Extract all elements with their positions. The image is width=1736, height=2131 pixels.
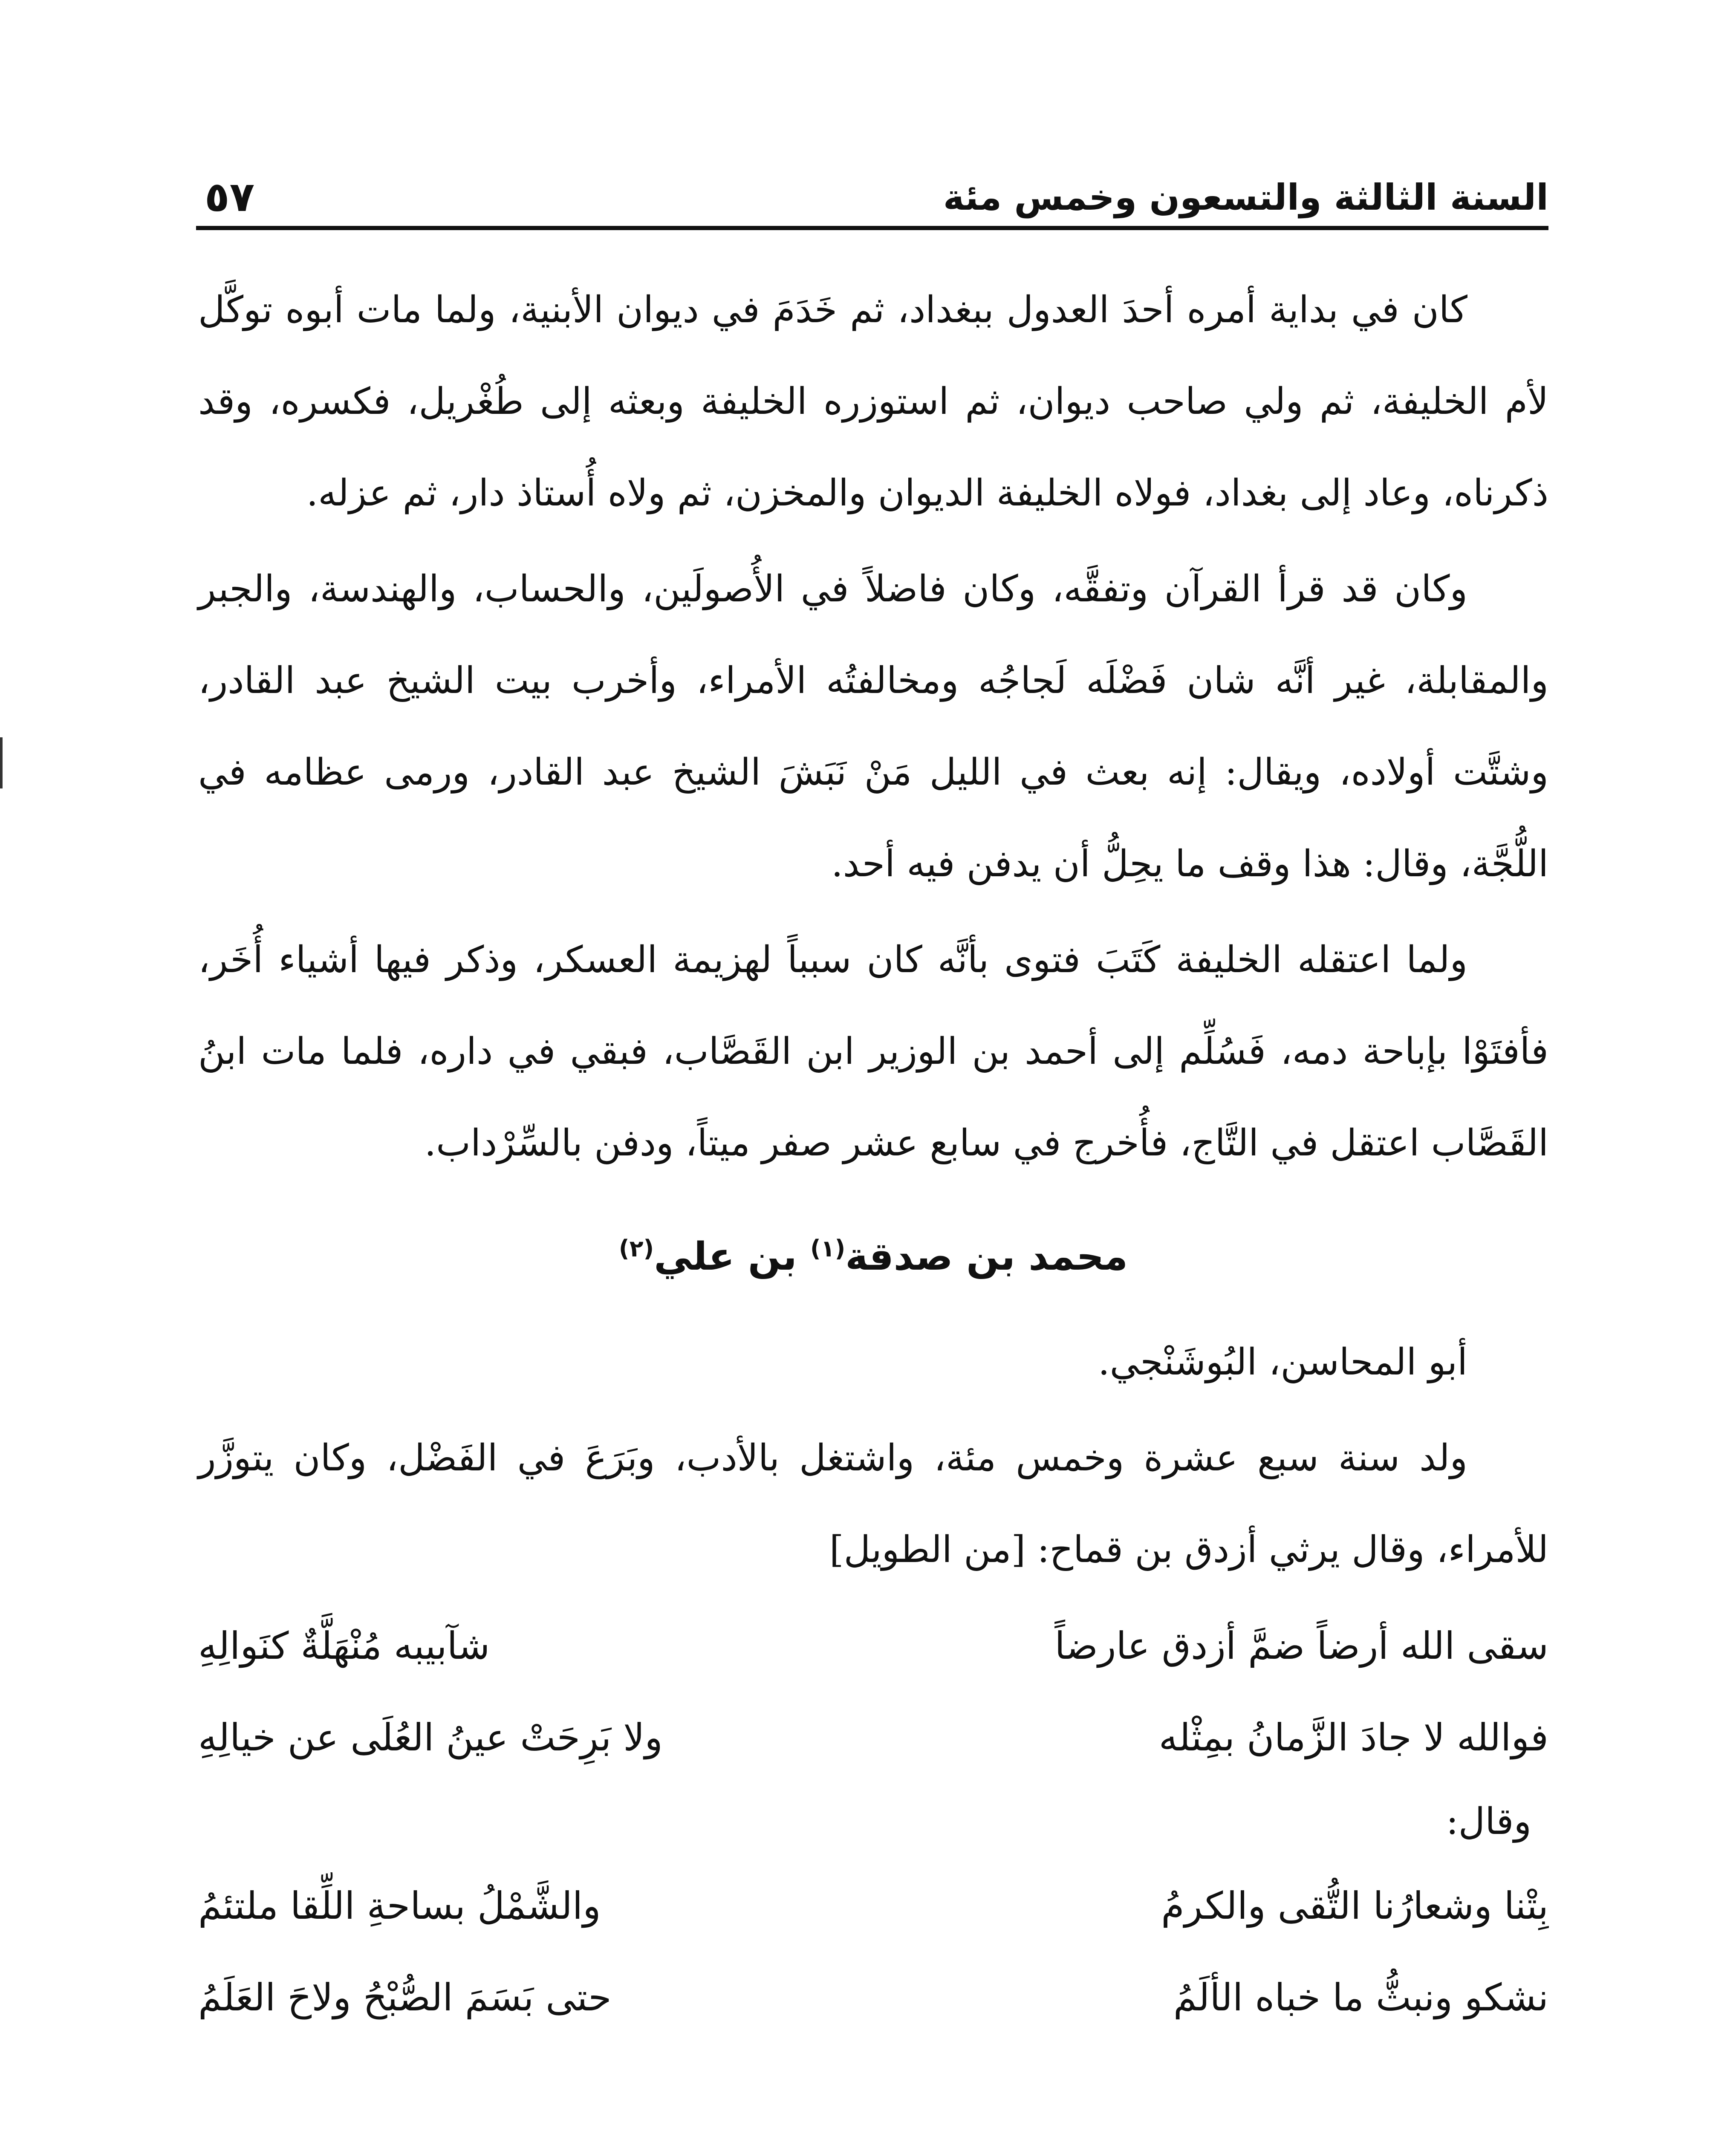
hemistich-first: بِتْنا وشعارُنا التُّقى والكرمُ <box>1161 1884 1548 1928</box>
hemistich-first: فوالله لا جادَ الزَّمانُ بمِثْله <box>1158 1715 1548 1759</box>
verse-row <box>198 1692 1548 1783</box>
title-name: محمد بن صدقة <box>845 1234 1128 1279</box>
hemistich-second: حتى بَسَمَ الصُّبْحُ ولاحَ العَلَمُ <box>198 1975 612 2019</box>
paragraph-learning: وكان قد قرأ القرآن وتفقَّه، وكان فاضلاً في الأُصولَين، والحساب، والهندسة، والجبر والمقابلة، غير أنَّه شان فَضْلَه لَجاجُه ومخالفتُه الأمراء، وأخرب بيت الشيخ عبد القادر، وشتَّت أولاده، ويقال: إنه بعث في الليل مَنْ نَبَشَ الشيخ عبد القادر، ورمى عظامه في اللُّجَّة، وقال: هذا وقف ما يحِلُّ أن يدفن فيه أحد. <box>198 568 1548 885</box>
kunya-line: أبو المحاسن، البُوشَنْجي. <box>1098 1341 1467 1383</box>
footnote-ref-2[interactable]: (٢) <box>618 1235 654 1262</box>
main-text <box>198 264 1548 2043</box>
poem-2 <box>198 1860 1548 2043</box>
page-header <box>196 158 1548 230</box>
biography-title <box>198 1206 1548 1299</box>
paragraph-biography: ولد سنة سبع عشرة وخمس مئة، واشتغل بالأدب، وبَرَعَ في الفَضْل، وكان يتوزَّر للأمراء، وقال يرثي أزدق بن قماح: [من الطويل] <box>198 1437 1548 1571</box>
paragraph-career: كان في بداية أمره أحدَ العدول ببغداد، ثم خَدَمَ في ديوان الأبنية، ولما مات أبوه توكَّل لأم الخليفة، ثم ولي صاحب ديوان، ثم استوزره الخليفة وبعثه إلى طُغْريل، فكسره، وقد ذكرناه، وعاد إلى بغداد، فولاه الخليفة الديوان والمخزن، ثم ولاه أُستاذ دار، ثم عزله. <box>198 289 1548 514</box>
hemistich-second: ولا بَرِحَتْ عينُ العُلَى عن خيالِهِ <box>198 1715 663 1759</box>
verse-row <box>198 1952 1548 2043</box>
verse-row <box>198 1600 1548 1692</box>
poem-1 <box>198 1600 1548 1783</box>
said-label: وقال: <box>1446 1800 1531 1843</box>
page-number: ٥٧ <box>205 173 255 221</box>
header-divider <box>196 226 1548 230</box>
verse-row <box>198 1860 1548 1952</box>
hemistich-first: سقى الله أرضاً ضمَّ أزدق عارضاً <box>1054 1624 1548 1668</box>
hemistich-second: والشَّمْلُ بساحةِ اللِّقا ملتئمُ <box>198 1884 601 1928</box>
hemistich-second: شآبيبه مُنْهَلَّةٌ كنَوالِهِ <box>198 1624 490 1668</box>
footnote-ref-1[interactable]: (١) <box>810 1235 846 1262</box>
paragraph-arrest: ولما اعتقله الخليفة كَتَبَ فتوى بأنَّه كان سبباً لهزيمة العسكر، وذكر فيها أشياء أُخَر، فأفتَوْا بإباحة دمه، فَسُلِّم إلى أحمد بن الوزير ابن القَصَّاب، فبقي في داره، فلما مات ابنُ القَصَّاب اعتقل في التَّاج، فأُخرج في سابع عشر صفر ميتاً، ودفن بالسِّرْداب. <box>198 938 1548 1164</box>
scan-edge-mark <box>0 737 3 788</box>
running-title: السنة الثالثة والتسعون وخمس مئة <box>943 176 1548 218</box>
title-rest: بن علي <box>654 1234 797 1279</box>
hemistich-first: نشكو ونبثُّ ما خباه الألَمُ <box>1173 1975 1548 2019</box>
